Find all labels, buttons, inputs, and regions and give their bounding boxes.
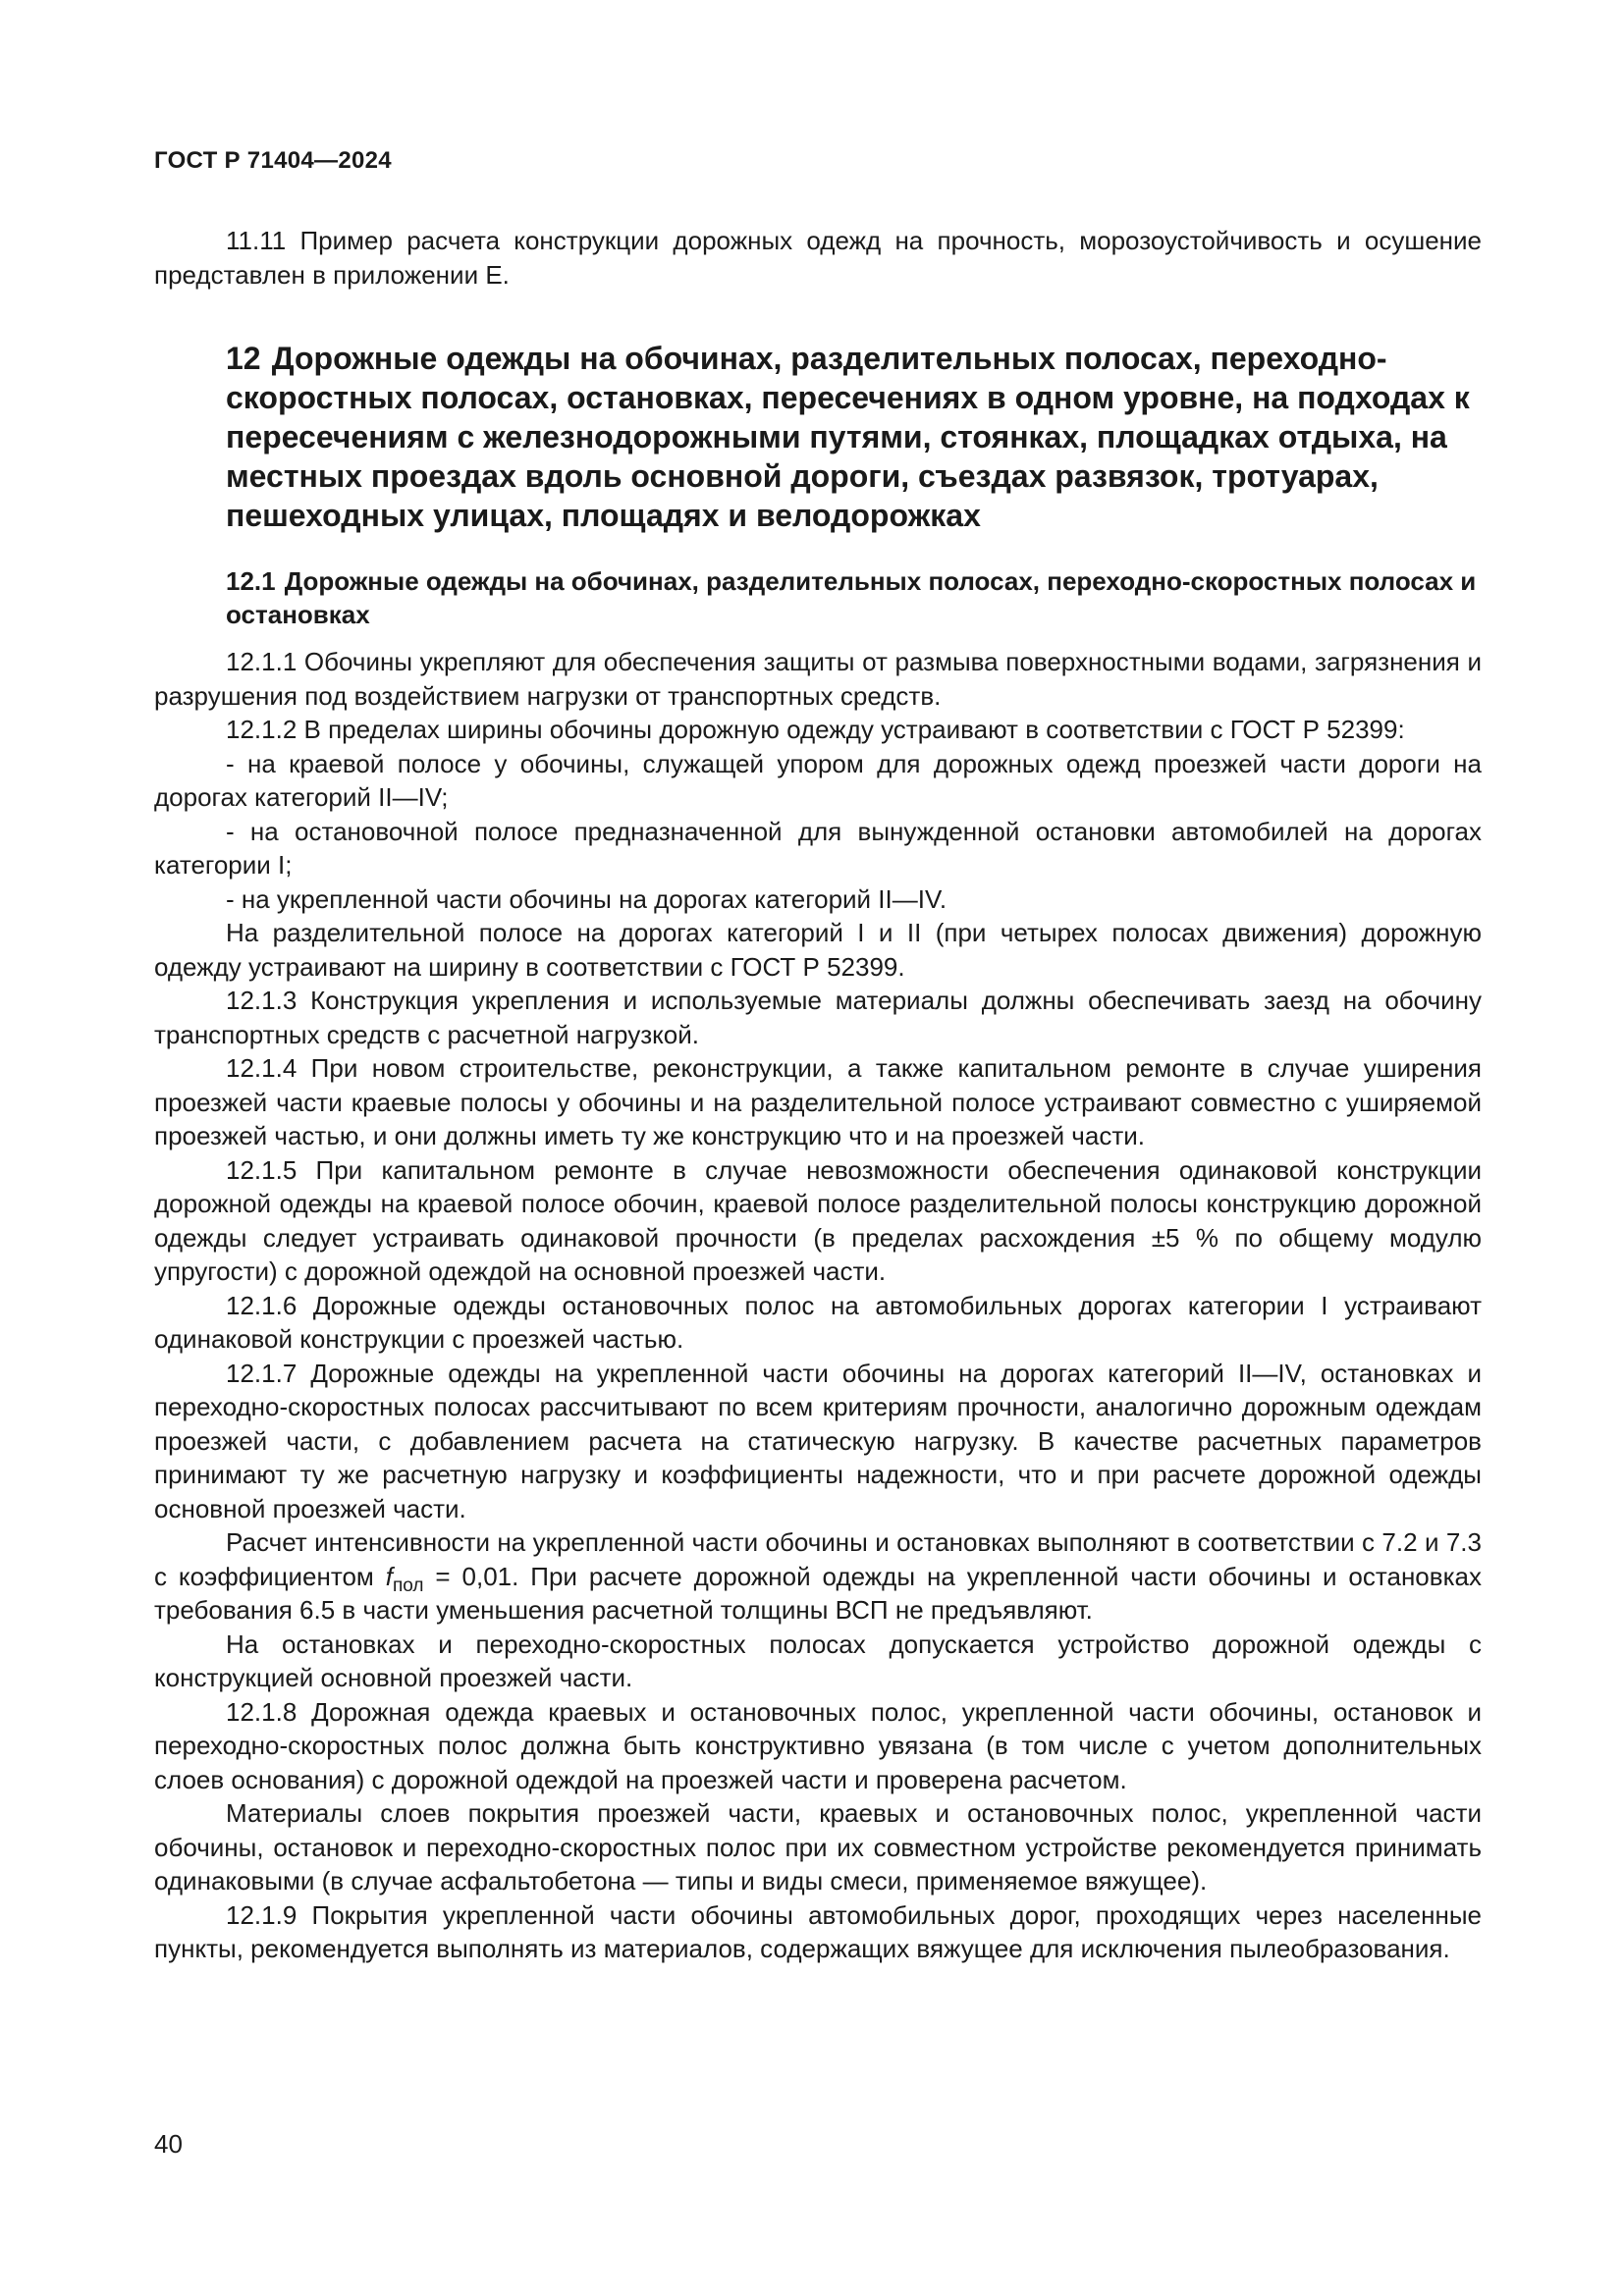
subsection-heading: [226, 564, 1482, 631]
paragraph-12-1-2: 12.1.2 В пределах ширины обочины дорожную одежду устраивают в соответствии с ГОСТ Р 52399:: [226, 715, 1405, 744]
document-header: ГОСТ Р 71404—2024: [154, 147, 392, 174]
coefficient-symbol: f: [385, 1561, 393, 1591]
list-item: - на краевой полосе у обочины, служащей упором для дорожных одежд проезжей части дороги на дорогах категорий II—IV;: [154, 748, 1482, 812]
paragraph-intensity-calc: [154, 1525, 1482, 1628]
page-number: 40: [154, 2129, 183, 2159]
paragraph-12-1-7: 12.1.7 Дорожные одежды на укрепленной части обочины на дорогах категорий II—IV, остановках и переходно-скоростных полосах рассчитывают по всем критериям прочности, аналогично дорожным одеждам проезжей части, с добавлением расчета на статическую нагрузку. В качестве расчетных параметров принимают ту же расчетную нагрузку и коэффициенты надежности, что и при расчете дорожной одежды основной проезжей части.: [154, 1358, 1482, 1523]
list-item: - на остановочной полосе предназначенной для вынужденной остановки автомобилей на дорогах категории I;: [154, 816, 1482, 880]
paragraph-stops: На остановках и переходно-скоростных полосах допускается устройство дорожной одежды с конструкцией основной проезжей части.: [154, 1629, 1482, 1692]
calc-text-before: Расчет интенсивности на укрепленной части обочины и остановках выполняют в соответствии с 7.2 и 7.3 с коэффициентом: [154, 1527, 1482, 1591]
section-title: Дорожные одежды на обочинах, разделительных полосах, переходно-скоростных полосах, остановках, пересечениях в одном уровне, на подходах к пересечениям с железнодорожными путями, стоянках, площадках отдыха, на местных проездах вдоль основной дороги, съездах развязок, тротуарах, пешеходных улицах, площадях и велодорожках: [226, 341, 1470, 533]
intro-paragraph: 11.11 Пример расчета конструкции дорожных одежд на прочность, морозоустойчивость и осушение представлен в приложении Е.: [154, 226, 1482, 290]
subsection-title: Дорожные одежды на обочинах, разделительных полосах, переходно-скоростных полосах и остановках: [226, 566, 1477, 629]
subsection-number: 12.1: [226, 566, 276, 596]
coefficient-subscript: пол: [392, 1575, 424, 1596]
paragraph-materials: Материалы слоев покрытия проезжей части, краевых и остановочных полос, укрепленной части обочины, остановок и переходно-скоростных полос при их совместном устройстве рекомендуется принимать одинаковыми (в случае асфальтобетона — типы и виды смеси, применяемое вяжущее).: [154, 1798, 1482, 1896]
calc-text-after: = 0,01. При расчете дорожной одежды на укрепленной части обочины и остановках требования 6.5 в части уменьшения расчетной толщины ВСП не предъявляют.: [154, 1561, 1482, 1625]
list-item: - на укрепленной части обочины на дорогах категорий II—IV.: [226, 883, 947, 914]
paragraph-12-1-8: 12.1.8 Дорожная одежда краевых и остановочных полос, укрепленной части обочины, остановок и переходно-скоростных полос должна быть конструктивно увязана (в том числе с учетом дополнительных слоев основания) с дорожной одеждой на проезжей части и проверена расчетом.: [154, 1696, 1482, 1794]
paragraph-12-1-9: 12.1.9 Покрытия укрепленной части обочины автомобильных дорог, проходящих через населенные пункты, рекомендуется выполнять из материалов, содержащих вяжущее для исключения пылеобразования.: [154, 1899, 1482, 1963]
section-heading: [226, 339, 1482, 535]
paragraph-dividing-strip: На разделительной полосе на дорогах категорий I и II (при четырех полосах движения) дорожную одежду устраивают на ширину в соответствии с ГОСТ Р 52399.: [154, 918, 1482, 982]
paragraph-12-1-6: 12.1.6 Дорожные одежды остановочных полос на автомобильных дорогах категории I устраивают одинаковой конструкции с проезжей частью.: [154, 1290, 1482, 1354]
paragraph-12-1-1: 12.1.1 Обочины укрепляют для обеспечения защиты от размыва поверхностными водами, загрязнения и разрушения под воздействием нагрузки от транспортных средств.: [154, 647, 1482, 711]
paragraph-12-1-5: 12.1.5 При капитальном ремонте в случае невозможности обеспечения одинаковой конструкции дорожной одежды на краевой полосе обочин, краевой полосе разделительной полосы конструкцию дорожной одежды следует устраивать одинаковой прочности (в пределах расхождения ±5 % по общему модулю упругости) с дорожной одеждой на основной проезжей части.: [154, 1154, 1482, 1286]
section-number: 12: [226, 341, 261, 376]
paragraph-12-1-3: 12.1.3 Конструкция укрепления и используемые материалы должны обеспечивать заезд на обочину транспортных средств с расчетной нагрузкой.: [154, 986, 1482, 1049]
paragraph-12-1-4: 12.1.4 При новом строительстве, реконструкции, а также капитальном ремонте в случае уширения проезжей части краевые полосы у обочины и на разделительной полосе устраивают совместно с уширяемой проезжей частью, и они должны иметь ту же конструкцию что и на проезжей части.: [154, 1053, 1482, 1150]
document-body: [154, 224, 1482, 1966]
